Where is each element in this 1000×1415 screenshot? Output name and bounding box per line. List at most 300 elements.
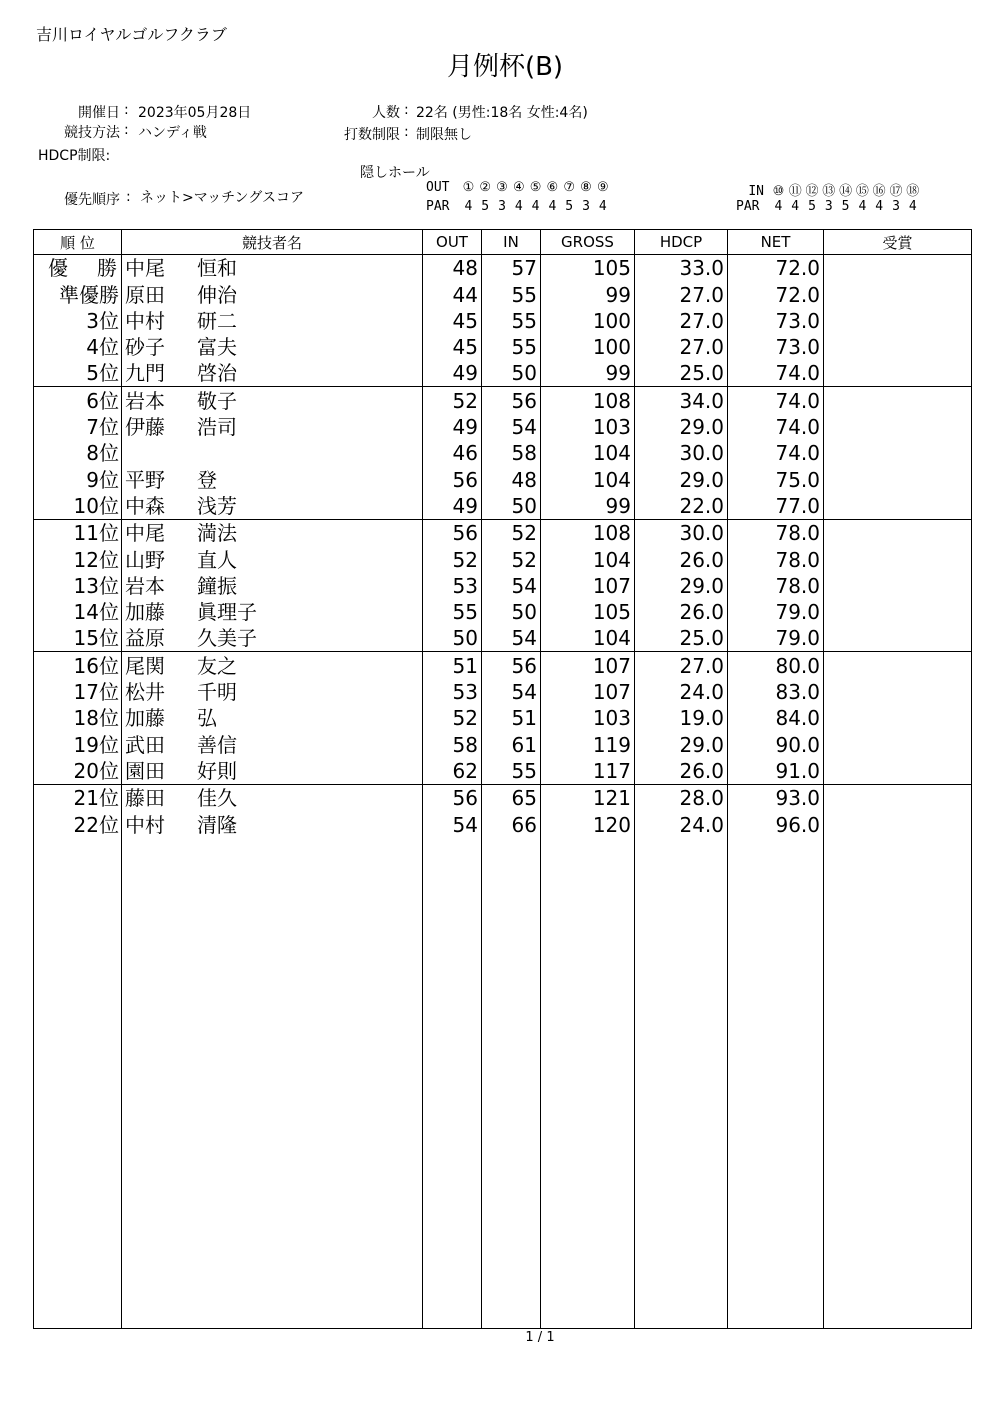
header-hdcp: HDCP — [635, 230, 728, 255]
out-score-cell: 62 — [423, 758, 482, 785]
hdcp-cell: 30.0 — [635, 519, 728, 546]
award-cell — [824, 308, 972, 334]
gross-score-cell: 121 — [541, 784, 635, 811]
hole-number: ⑮ — [855, 184, 869, 199]
stroke-limit-value: 制限無し — [416, 127, 472, 143]
in-score-cell: 55 — [482, 758, 541, 785]
player-surname: 平野 — [125, 467, 165, 492]
net-score-cell: 84.0 — [728, 705, 824, 731]
net-score-cell: 78.0 — [728, 573, 824, 599]
par-label: PAR — [426, 199, 450, 214]
net-score-cell: 80.0 — [728, 652, 824, 679]
player-given-name: 鐘振 — [197, 573, 237, 598]
table-row — [34, 519, 972, 546]
hdcp-cell: 29.0 — [635, 414, 728, 440]
player-given-name: 満法 — [197, 521, 237, 546]
in-score-cell: 55 — [482, 308, 541, 334]
player-surname: 加藤 — [125, 706, 165, 731]
player-surname: 加藤 — [125, 600, 165, 625]
award-cell — [824, 546, 972, 572]
in-score-cell: 54 — [482, 573, 541, 599]
net-score-cell: 73.0 — [728, 334, 824, 360]
out-score-cell: 44 — [423, 281, 482, 307]
par-value: 4 — [858, 199, 867, 214]
in-score-cell: 54 — [482, 414, 541, 440]
table-row — [34, 360, 972, 387]
out-score-cell: 56 — [423, 519, 482, 546]
rank-cell: 11位 — [34, 519, 122, 546]
player-surname: 中村 — [125, 308, 165, 333]
player-given-name: 弘 — [197, 706, 217, 731]
player-name-cell — [122, 519, 423, 546]
net-score-cell: 79.0 — [728, 625, 824, 652]
par-value: 5 — [481, 199, 490, 214]
hdcp-cell: 29.0 — [635, 573, 728, 599]
out-holes-row — [426, 180, 611, 195]
player-name-cell — [122, 811, 423, 837]
hole-number: ⑬ — [822, 184, 836, 199]
rank-cell: 優 勝 — [34, 255, 122, 282]
in-score-cell: 57 — [482, 255, 541, 282]
player-given-name: 友之 — [197, 653, 237, 678]
player-name-cell — [122, 731, 423, 757]
gross-score-cell: 117 — [541, 758, 635, 785]
hdcp-cell: 33.0 — [635, 255, 728, 282]
gross-score-cell: 99 — [541, 493, 635, 520]
empty-cell — [482, 838, 541, 1329]
header-out: OUT — [423, 230, 482, 255]
par-value: 4 — [514, 199, 523, 214]
player-given-name: 浅芳 — [197, 493, 237, 518]
player-given-name: 久美子 — [197, 626, 257, 651]
in-score-cell: 55 — [482, 334, 541, 360]
gross-score-cell: 107 — [541, 573, 635, 599]
net-score-cell: 74.0 — [728, 387, 824, 414]
hole-number: ⑫ — [805, 184, 819, 199]
in-score-cell: 58 — [482, 440, 541, 466]
player-given-name: 登 — [197, 467, 217, 492]
award-cell — [824, 652, 972, 679]
award-cell — [824, 255, 972, 282]
hdcp-cell: 28.0 — [635, 784, 728, 811]
award-cell — [824, 387, 972, 414]
rank-cell: 16位 — [34, 652, 122, 679]
rank-cell: 4位 — [34, 334, 122, 360]
hole-number: ⑱ — [906, 184, 920, 199]
header-rank: 順 位 — [34, 230, 122, 255]
award-cell — [824, 625, 972, 652]
player-given-name: 研二 — [197, 308, 237, 333]
award-cell — [824, 493, 972, 520]
date-value: 2023年05月28日 — [138, 105, 252, 121]
out-score-cell: 52 — [423, 705, 482, 731]
hdcp-cell: 30.0 — [635, 440, 728, 466]
net-score-cell: 75.0 — [728, 466, 824, 492]
header-player-name: 競技者名 — [122, 230, 423, 255]
player-given-name: 直人 — [197, 547, 237, 572]
hdcp-cell: 27.0 — [635, 334, 728, 360]
gross-score-cell: 104 — [541, 546, 635, 572]
par-value: 4 — [598, 199, 607, 214]
player-surname: 九門 — [125, 361, 165, 386]
par-value: 4 — [464, 199, 473, 214]
players-value: 22名 (男性:18名 女性:4名) — [416, 105, 588, 121]
results-table — [33, 229, 972, 1329]
par-value: 4 — [875, 199, 884, 214]
in-score-cell: 65 — [482, 784, 541, 811]
out-score-cell: 50 — [423, 625, 482, 652]
gross-score-cell: 105 — [541, 599, 635, 625]
player-name-cell — [122, 546, 423, 572]
net-score-cell: 73.0 — [728, 308, 824, 334]
par-value: 5 — [808, 199, 816, 214]
priority-separator: : — [126, 189, 131, 205]
table-row — [34, 599, 972, 625]
player-name-cell — [122, 493, 423, 520]
table-row — [34, 679, 972, 705]
player-given-name: 佳久 — [197, 786, 237, 811]
rank-cell: 21位 — [34, 784, 122, 811]
out-score-cell: 54 — [423, 811, 482, 837]
rank-cell: 9位 — [34, 466, 122, 492]
rank-cell: 14位 — [34, 599, 122, 625]
players-separator: : — [404, 102, 409, 118]
player-given-name: 清隆 — [197, 812, 237, 837]
player-surname: 尾関 — [125, 653, 165, 678]
empty-cell — [824, 838, 972, 1329]
out-score-cell: 51 — [423, 652, 482, 679]
table-row — [34, 281, 972, 307]
table-row — [34, 811, 972, 837]
net-score-cell: 90.0 — [728, 731, 824, 757]
par-value: 4 — [791, 199, 800, 214]
in-score-cell: 66 — [482, 811, 541, 837]
hidden-holes-label: 隠しホール — [360, 165, 430, 181]
player-name-cell — [122, 758, 423, 785]
table-row — [34, 387, 972, 414]
in-score-cell: 52 — [482, 546, 541, 572]
net-score-cell: 74.0 — [728, 414, 824, 440]
player-name-cell — [122, 281, 423, 307]
empty-cell — [423, 838, 482, 1329]
award-cell — [824, 705, 972, 731]
player-given-name: 浩司 — [197, 415, 237, 440]
player-name-cell — [122, 625, 423, 652]
in-holes-row — [736, 180, 921, 199]
par-value: 4 — [548, 199, 557, 214]
gross-score-cell: 105 — [541, 255, 635, 282]
player-given-name: 伸治 — [197, 282, 237, 307]
out-score-cell: 49 — [423, 414, 482, 440]
players-label: 人数 — [372, 105, 400, 121]
rank-cell: 15位 — [34, 625, 122, 652]
table-row — [34, 731, 972, 757]
net-score-cell: 96.0 — [728, 811, 824, 837]
award-cell — [824, 573, 972, 599]
in-score-cell: 56 — [482, 387, 541, 414]
hdcp-cell: 29.0 — [635, 466, 728, 492]
award-cell — [824, 599, 972, 625]
rank-cell: 7位 — [34, 414, 122, 440]
gross-score-cell: 107 — [541, 679, 635, 705]
table-row — [34, 652, 972, 679]
par-value: 3 — [582, 199, 590, 214]
rank-cell: 5位 — [34, 360, 122, 387]
in-score-cell: 50 — [482, 599, 541, 625]
rank-cell: 12位 — [34, 546, 122, 572]
gross-score-cell: 107 — [541, 652, 635, 679]
player-given-name: 善信 — [197, 732, 237, 757]
gross-score-cell: 99 — [541, 281, 635, 307]
player-surname: 中村 — [125, 812, 165, 837]
table-row — [34, 625, 972, 652]
hdcp-cell: 25.0 — [635, 625, 728, 652]
par-value: 4 — [531, 199, 540, 214]
in-score-cell: 48 — [482, 466, 541, 492]
in-score-cell: 54 — [482, 679, 541, 705]
table-row — [34, 440, 972, 466]
par-value: 5 — [565, 199, 574, 214]
empty-cell — [34, 838, 122, 1329]
gross-score-cell: 103 — [541, 414, 635, 440]
rank-cell: 20位 — [34, 758, 122, 785]
player-given-name: 千明 — [197, 680, 237, 705]
table-row — [34, 784, 972, 811]
empty-cell — [541, 838, 635, 1329]
date-label: 開催日 — [78, 105, 120, 121]
table-row — [34, 758, 972, 785]
empty-cell — [635, 838, 728, 1329]
award-cell — [824, 466, 972, 492]
rank-cell: 準優勝 — [34, 281, 122, 307]
table-row — [34, 573, 972, 599]
hole-number: ⑨ — [596, 180, 609, 195]
out-score-cell: 53 — [423, 679, 482, 705]
in-label: IN — [748, 184, 764, 199]
player-surname: 中尾 — [125, 521, 165, 546]
player-surname: 中尾 — [125, 256, 165, 281]
table-row — [34, 414, 972, 440]
hdcp-cell: 25.0 — [635, 360, 728, 387]
net-score-cell: 79.0 — [728, 599, 824, 625]
par-value: 3 — [824, 199, 833, 214]
hole-number: ④ — [512, 180, 525, 195]
player-surname: 藤田 — [125, 786, 165, 811]
table-row — [34, 466, 972, 492]
award-cell — [824, 360, 972, 387]
player-given-name: 啓治 — [197, 361, 237, 386]
rank-cell: 22位 — [34, 811, 122, 837]
out-score-cell: 56 — [423, 784, 482, 811]
table-row — [34, 493, 972, 520]
player-name-cell — [122, 334, 423, 360]
rank-cell: 10位 — [34, 493, 122, 520]
priority-label: 優先順序 — [64, 192, 120, 208]
award-cell — [824, 440, 972, 466]
page-number: 1 / 1 — [525, 1330, 555, 1345]
player-surname: 園田 — [125, 758, 165, 783]
player-surname: 岩本 — [125, 573, 165, 598]
in-score-cell: 56 — [482, 652, 541, 679]
player-name-cell — [122, 255, 423, 282]
club-name: 吉川ロイヤルゴルフクラブ — [36, 25, 227, 44]
rank-cell: 17位 — [34, 679, 122, 705]
player-surname: 伊藤 — [125, 415, 165, 440]
gross-score-cell: 99 — [541, 360, 635, 387]
rank-cell: 8位 — [34, 440, 122, 466]
table-header-row — [34, 230, 972, 255]
player-name-cell — [122, 387, 423, 414]
gross-score-cell: 104 — [541, 466, 635, 492]
hole-number: ⑩ — [772, 184, 785, 199]
in-score-cell: 54 — [482, 625, 541, 652]
table-filler-row — [34, 838, 972, 1329]
out-score-cell: 48 — [423, 255, 482, 282]
out-score-cell: 45 — [423, 334, 482, 360]
award-cell — [824, 414, 972, 440]
par-value: 5 — [841, 199, 850, 214]
player-name-cell — [122, 308, 423, 334]
hdcp-cell: 24.0 — [635, 679, 728, 705]
hole-number: ⑤ — [529, 180, 542, 195]
player-surname: 松井 — [125, 680, 165, 705]
par-label: PAR — [736, 199, 760, 214]
award-cell — [824, 519, 972, 546]
out-score-cell: 52 — [423, 546, 482, 572]
gross-score-cell: 108 — [541, 519, 635, 546]
rank-cell: 6位 — [34, 387, 122, 414]
hdcp-cell: 27.0 — [635, 308, 728, 334]
award-cell — [824, 758, 972, 785]
player-surname: 中森 — [125, 493, 165, 518]
hdcp-cell: 26.0 — [635, 758, 728, 785]
in-score-cell: 52 — [482, 519, 541, 546]
hole-number: ⑪ — [788, 184, 802, 199]
player-name-cell — [122, 652, 423, 679]
award-cell — [824, 811, 972, 837]
in-score-cell: 50 — [482, 493, 541, 520]
hdcp-cell: 26.0 — [635, 599, 728, 625]
header-award: 受賞 — [824, 230, 972, 255]
player-surname: 原田 — [125, 282, 165, 307]
player-surname: 山野 — [125, 547, 165, 572]
out-score-cell: 55 — [423, 599, 482, 625]
table-row — [34, 308, 972, 334]
player-name-cell — [122, 414, 423, 440]
hole-number: ⑭ — [839, 184, 853, 199]
hdcp-cell: 27.0 — [635, 281, 728, 307]
player-given-name: 恒和 — [197, 256, 237, 281]
method-value: ハンディ戦 — [138, 125, 207, 141]
net-score-cell: 77.0 — [728, 493, 824, 520]
net-score-cell: 93.0 — [728, 784, 824, 811]
player-name-cell — [122, 360, 423, 387]
award-cell — [824, 731, 972, 757]
in-score-cell: 55 — [482, 281, 541, 307]
out-score-cell: 52 — [423, 387, 482, 414]
header-in: IN — [482, 230, 541, 255]
method-separator: : — [124, 122, 129, 138]
gross-score-cell: 120 — [541, 811, 635, 837]
hdcp-cell: 34.0 — [635, 387, 728, 414]
gross-score-cell: 119 — [541, 731, 635, 757]
player-name-cell — [122, 573, 423, 599]
table-row — [34, 255, 972, 282]
player-name-cell — [122, 784, 423, 811]
empty-cell — [728, 838, 824, 1329]
par-value: 3 — [892, 199, 900, 214]
gross-score-cell: 104 — [541, 440, 635, 466]
out-label: OUT — [426, 180, 450, 195]
player-name-cell — [122, 599, 423, 625]
rank-cell: 13位 — [34, 573, 122, 599]
out-score-cell: 49 — [423, 493, 482, 520]
net-score-cell: 78.0 — [728, 546, 824, 572]
player-given-name: 好則 — [197, 758, 237, 783]
in-par-row — [736, 199, 921, 214]
hdcp-cell: 26.0 — [635, 546, 728, 572]
hole-number: ⑰ — [889, 184, 903, 199]
net-score-cell: 74.0 — [728, 360, 824, 387]
out-score-cell: 49 — [423, 360, 482, 387]
player-surname: 岩本 — [125, 388, 165, 413]
rank-cell: 19位 — [34, 731, 122, 757]
award-cell — [824, 334, 972, 360]
player-surname: 益原 — [125, 626, 165, 651]
out-score-cell: 53 — [423, 573, 482, 599]
player-given-name: 富夫 — [197, 335, 237, 360]
out-score-cell: 46 — [423, 440, 482, 466]
in-score-cell: 51 — [482, 705, 541, 731]
player-given-name: 敬子 — [197, 388, 237, 413]
gross-score-cell: 108 — [541, 387, 635, 414]
gross-score-cell: 100 — [541, 334, 635, 360]
date-separator: : — [124, 102, 129, 118]
gross-score-cell: 103 — [541, 705, 635, 731]
hole-number: ⑥ — [546, 180, 559, 195]
hole-number: ② — [479, 180, 492, 195]
in-score-cell: 50 — [482, 360, 541, 387]
table-row — [34, 705, 972, 731]
hole-number: ⑧ — [580, 180, 592, 195]
hdcp-cell: 22.0 — [635, 493, 728, 520]
hdcp-cell: 19.0 — [635, 705, 728, 731]
par-value: 3 — [498, 199, 506, 214]
hdcp-cell: 24.0 — [635, 811, 728, 837]
stroke-limit-label: 打数制限 — [344, 127, 400, 143]
out-par-row — [426, 199, 611, 214]
hole-number: ③ — [496, 180, 508, 195]
out-score-cell: 56 — [423, 466, 482, 492]
empty-cell — [122, 838, 423, 1329]
header-gross: GROSS — [541, 230, 635, 255]
par-value: 4 — [908, 199, 917, 214]
award-cell — [824, 784, 972, 811]
table-row — [34, 334, 972, 360]
priority-value: ネット>マッチングスコア — [140, 190, 305, 206]
rank-cell: 18位 — [34, 705, 122, 731]
method-label: 競技方法 — [64, 125, 120, 141]
player-name-cell — [122, 679, 423, 705]
net-score-cell: 78.0 — [728, 519, 824, 546]
hdcp-cell: 27.0 — [635, 652, 728, 679]
hole-number: ⑦ — [563, 180, 575, 195]
net-score-cell: 72.0 — [728, 281, 824, 307]
header-net: NET — [728, 230, 824, 255]
gross-score-cell: 104 — [541, 625, 635, 652]
net-score-cell: 83.0 — [728, 679, 824, 705]
par-value: 4 — [774, 199, 783, 214]
